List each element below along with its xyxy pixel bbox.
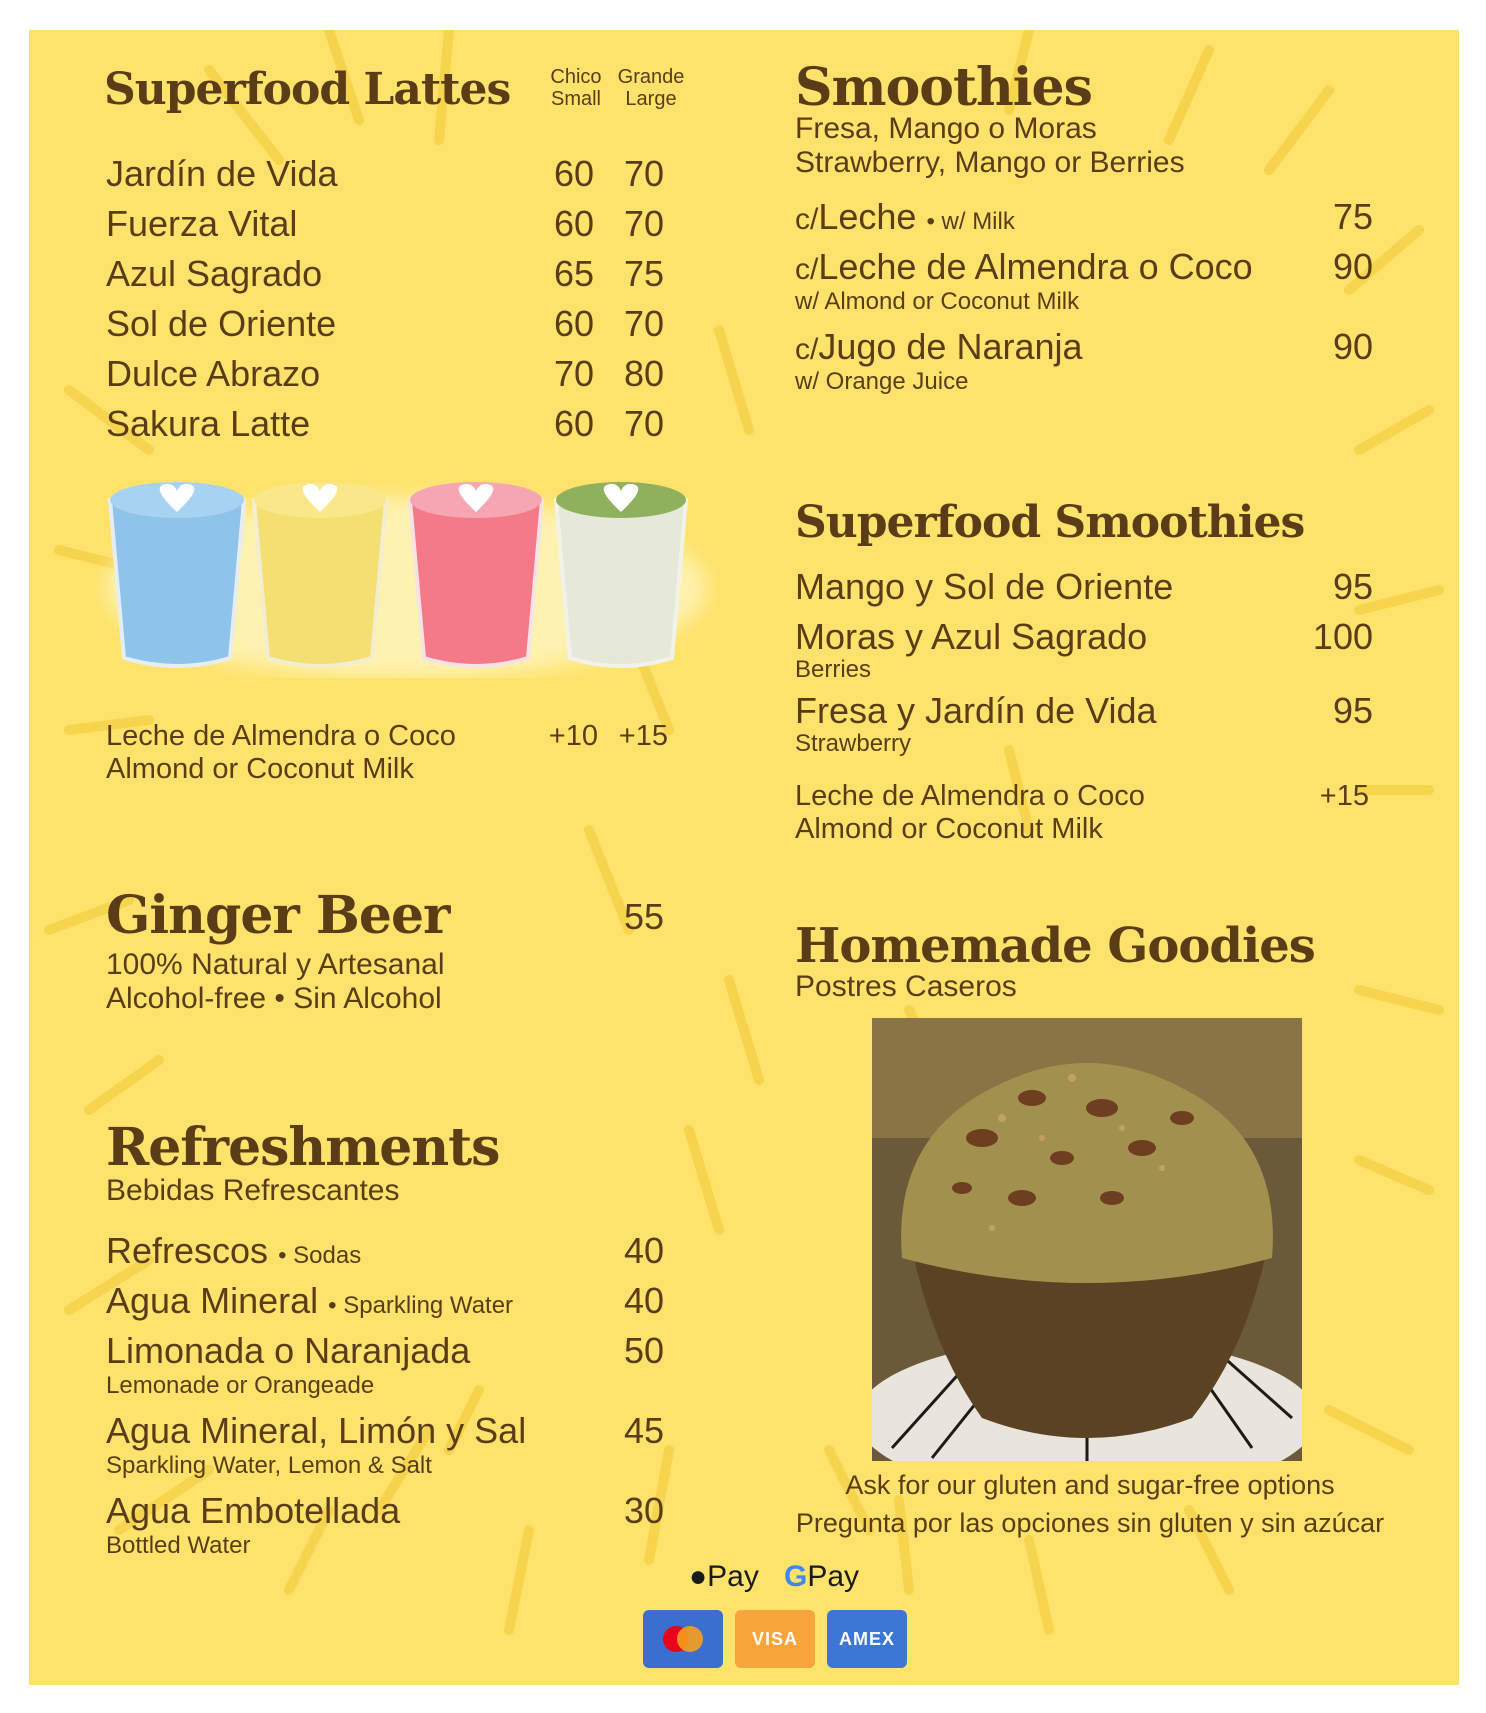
pink-latte-cup [410,482,542,666]
lattes-list [106,153,706,453]
item-price: 40 [623,1230,664,1271]
item-price: 95 [1332,690,1373,731]
ginger-beer-section [106,886,706,1016]
refreshments-subtitle: Bebidas Refrescantes [106,1174,400,1207]
refreshments-section [106,1118,706,1570]
item-name: Mango y Sol de Oriente [795,566,1174,607]
list-item [795,690,1415,780]
smoothies-flavors-es: Fresa, Mango o Moras [795,112,1097,145]
price-small: 60 [553,153,594,194]
item-name: Refrescos [106,1230,269,1271]
refreshments-title: Refreshments [106,1117,500,1178]
item-price: 40 [623,1280,664,1321]
mastercard-circles [660,1624,706,1654]
list-item [106,353,706,403]
item-name: Agua Mineral, Limón y Sal [106,1410,527,1451]
item-name: Dulce Abrazo [106,353,321,394]
item-price: 30 [623,1490,664,1531]
smoothies-section [795,58,1415,406]
item-name: Leche de Almendra o Coco [818,246,1253,287]
milk-option-es: Leche de Almendra o Coco [795,780,1145,812]
price-large: 70 [623,303,664,344]
item-translation: w/ Orange Juice [795,368,969,395]
list-item [106,203,706,253]
item-note: • w/ Milk [926,208,1015,235]
item-translation: Sparkling Water, Lemon & Salt [106,1452,432,1479]
refreshments-list [106,1230,706,1570]
muffin-photo [872,1018,1302,1461]
ginger-beer-desc-1: 100% Natural y Artesanal [106,948,445,981]
smoothies-list [795,196,1415,406]
item-name: Sakura Latte [106,403,311,444]
milk-price-small: +10 [548,720,598,752]
item-translation: w/ Almond or Coconut Milk [795,288,1080,315]
lattes-header [106,58,706,138]
item-name: Jugo de Naranja [818,326,1083,367]
goodies-note [795,1466,1385,1542]
list-item [795,566,1415,616]
item-translation: Strawberry [795,730,912,757]
smoothie-milk-option [795,780,1415,846]
item-price: 75 [1332,196,1373,237]
milk-price: +15 [1319,780,1369,812]
list-item [106,153,706,203]
superfood-smoothies-list [795,566,1415,780]
item-name: Limonada o Naranjada [106,1330,471,1371]
list-item [795,246,1415,326]
menu-card [29,30,1459,1685]
item-price: 90 [1332,326,1373,367]
price-small: 60 [553,403,594,444]
smoothies-flavors-en: Strawberry, Mango or Berries [795,146,1185,179]
item-translation: Berries [795,656,872,683]
green-latte-cup [556,482,686,666]
list-item [106,253,706,303]
large-size-es: Grande [617,66,685,88]
price-small: 60 [553,203,594,244]
price-large: 80 [623,353,664,394]
milk-option-en: Almond or Coconut Milk [106,753,414,785]
milk-option-es: Leche de Almendra o Coco [106,720,456,752]
price-small: 65 [553,253,594,294]
apple-pay-logo: ●Pay [689,1560,759,1593]
list-item [795,616,1415,690]
list-item [106,1230,706,1280]
item-name: Azul Sagrado [106,253,323,294]
price-large: 70 [623,203,664,244]
item-prefix: c/ [795,253,819,286]
item-note: • Sparkling Water [328,1292,514,1319]
item-name: Fuerza Vital [106,203,298,244]
list-item [106,1330,706,1410]
large-size-header [616,66,686,110]
yellow-latte-cup [254,482,386,666]
item-price: 95 [1332,566,1373,607]
payment-methods [659,1560,939,1680]
list-item [795,326,1415,406]
item-price: 90 [1332,246,1373,287]
item-name: Fresa y Jardín de Vida [795,690,1157,731]
list-item [106,403,706,453]
lattes-title: Superfood Lattes [104,64,511,115]
smoothies-title: Smoothies [795,57,1092,118]
item-name: Jardín de Vida [106,153,338,194]
item-price: 100 [1312,616,1373,657]
goodies-note-en: Ask for our gluten and sugar-free options [845,1470,1335,1500]
goodies-subtitle: Postres Caseros [795,970,1017,1003]
ginger-beer-price: 55 [623,896,664,937]
goodies-note-es: Pregunta por las opciones sin gluten y sin azúcar [795,1508,1385,1538]
item-name: Agua Mineral [106,1280,319,1321]
item-prefix: c/ [795,333,819,366]
small-size-en: Small [550,88,601,110]
item-price: 45 [623,1410,664,1451]
google-pay-logo: GPay [784,1560,860,1593]
item-name: Sol de Oriente [106,303,337,344]
small-size-header [546,66,606,110]
list-item [106,1490,706,1570]
milk-price-large: +15 [618,720,668,752]
latte-cups-photo [96,478,716,678]
amex-icon: AMEX [827,1610,907,1668]
apple-icon: ● [689,1560,708,1593]
item-translation: Lemonade or Orangeade [106,1372,375,1399]
item-translation: Bottled Water [106,1532,251,1559]
google-g-icon: G [784,1560,808,1593]
price-small: 60 [553,303,594,344]
list-item [106,1410,706,1490]
large-size-en: Large [625,88,677,110]
price-small: 70 [553,353,594,394]
superfood-smoothies-section [795,498,1415,846]
visa-icon: VISA [735,1610,815,1668]
list-item [106,1280,706,1330]
price-large: 70 [623,153,664,194]
mastercard-icon [643,1610,723,1668]
item-name: Leche [818,196,917,237]
goodies-title: Homemade Goodies [795,918,1315,974]
item-prefix: c/ [795,203,819,236]
latte-milk-option [106,720,706,786]
ginger-beer-title: Ginger Beer [106,885,450,946]
item-name: Moras y Azul Sagrado [795,616,1148,657]
ginger-beer-desc-2: Alcohol-free • Sin Alcohol [106,982,442,1015]
goodies-section [795,918,1415,1538]
item-price: 50 [623,1330,664,1371]
list-item [795,196,1415,246]
price-large: 75 [623,253,664,294]
list-item [106,303,706,353]
superfood-smoothies-title: Superfood Smoothies [795,497,1305,548]
item-name: Agua Embotellada [106,1490,401,1531]
item-note: • Sodas [278,1242,362,1269]
blue-latte-cup [110,482,244,666]
milk-option-en: Almond or Coconut Milk [795,813,1103,845]
price-large: 70 [623,403,664,444]
small-size-es: Chico [550,66,602,88]
